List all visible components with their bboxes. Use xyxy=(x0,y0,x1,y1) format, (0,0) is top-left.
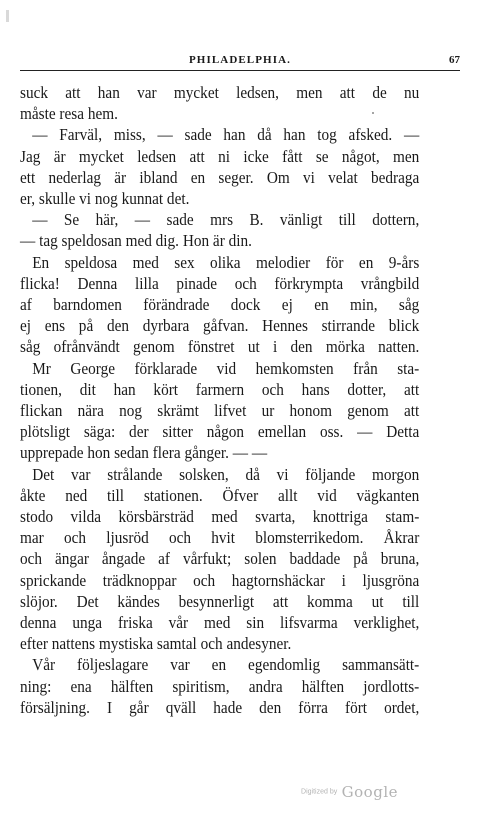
text-line: försäljning. I går qväll hade den förra fört ordet, xyxy=(20,697,420,717)
margin-mark xyxy=(6,10,9,22)
text-line: sprickande trädknoppar och hagtornshäckar i ljusgröna xyxy=(20,570,420,590)
text-line: tionen, dit han kört farmern och hans dotter, att xyxy=(20,379,420,399)
text-line: efter nattens mystiska samtal och andesyner. xyxy=(20,634,292,654)
text-line: plötsligt säga: der sitter någon emellan oss. — Detta xyxy=(20,422,420,442)
text-line: flicka! Denna lilla pinade och förkrympta vrångbild xyxy=(20,273,420,293)
text-line: denna unga friska vår med sin lifsvarma verklighet, xyxy=(20,613,420,633)
running-header xyxy=(20,54,460,71)
text-line: måste resa hem. xyxy=(20,104,118,124)
watermark-prefix: Digitized by xyxy=(301,788,338,796)
text-line: flickan nära nog skrämt lifvet ur honom genom att xyxy=(20,401,420,421)
text-line: af barndomen förändrade dock ej en min, såg xyxy=(20,295,420,315)
text-line: En speldosa med sex olika melodier för en 9-års xyxy=(32,252,420,272)
text-line: såg ofrånvändt genom fönstret ut i den mörka natten. xyxy=(20,337,420,357)
text-line: ett nederlag är ibland en seger. Om vi velat bedraga xyxy=(20,167,420,187)
text-line: ej ens på den dyrbara gåfvan. Hennes stirrande blick xyxy=(20,316,420,336)
text-line: slöjor. Det kändes besynnerligt att komma ut till xyxy=(20,591,420,611)
text-line: Mr George förklarade vid hemkomsten från sta- xyxy=(32,358,420,378)
text-line: Jag är mycket ledsen att ni icke fått se något, men xyxy=(20,146,420,166)
text-line: ning: ena hälften spiritism, andra hälften jordlotts- xyxy=(20,676,420,696)
text-line: åkte ned till stationen. Öfver allt vid vägkanten xyxy=(20,485,420,505)
page-number: 67 xyxy=(449,54,460,66)
digitized-watermark xyxy=(301,783,398,801)
text-line: — Farväl, miss, — sade han då han tog afsked. — xyxy=(32,125,420,145)
text-line: och ängar ångade af vårfukt; solen baddade på bruna, xyxy=(20,549,420,569)
text-line: — Se här, — sade mrs B. vänligt till dottern, xyxy=(32,210,420,230)
text-line: stodo vilda körsbärsträd med svarta, knottriga stam- xyxy=(20,507,420,527)
text-line: suck att han var mycket ledsen, men att de nu xyxy=(20,83,420,102)
running-title: PHILADELPHIA. xyxy=(188,54,291,66)
text-line: upprepade hon sedan flera gånger. — — xyxy=(20,443,268,463)
google-logo: Google xyxy=(341,782,398,801)
text-line: er, skulle vi nog kunnat det. xyxy=(20,189,190,209)
body-text xyxy=(20,82,420,718)
print-speck xyxy=(372,112,374,114)
text-line: Vår följeslagare var en egendomlig sammansätt- xyxy=(32,655,420,675)
text-line: mar och ljusröd och hvit blomsterrikedom. Åkrar xyxy=(20,528,420,548)
text-line: Det var strålande solsken, då vi följande morgon xyxy=(32,464,420,484)
text-line: — tag speldosan med dig. Hon är din. xyxy=(20,231,252,251)
